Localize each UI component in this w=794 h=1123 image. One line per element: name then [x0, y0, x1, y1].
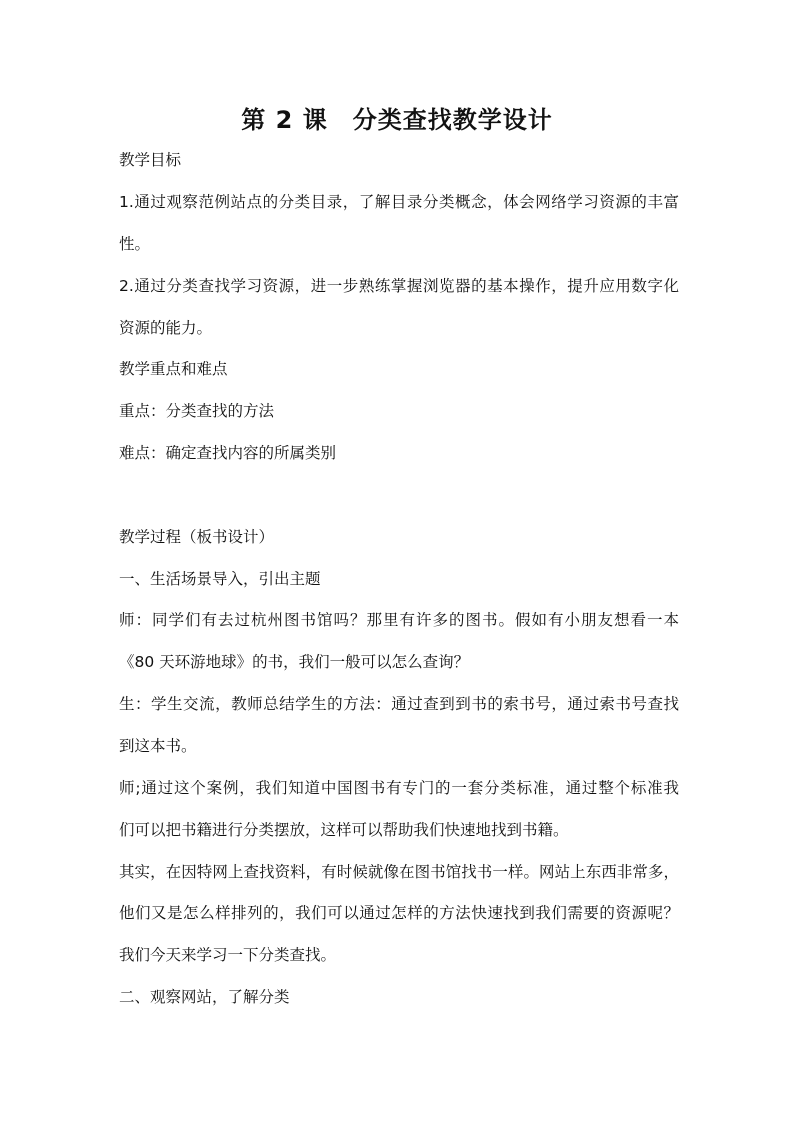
paragraph-line: 他们又是怎么样排列的，我们可以通过怎样的方法快速找到我们需要的资源呢？	[119, 904, 679, 922]
paragraph-line: 生：学生交流，教师总结学生的方法：通过查到到书的索书号，通过索书号查找	[119, 695, 679, 713]
paragraph-line: 2.通过分类查找学习资源，进一步熟练掌握浏览器的基本操作，提升应用数字化	[119, 277, 679, 295]
paragraph-line: 重点：分类查找的方法	[119, 402, 275, 420]
section-heading-teaching-goals: 教学目标	[119, 151, 182, 169]
section-heading-teaching-process: 教学过程（板书设计）	[119, 528, 275, 546]
paragraph-line: 师;通过这个案例，我们知道中国图书有专门的一套分类标准，通过整个标准我	[119, 779, 679, 797]
paragraph-line: 难点：确定查找内容的所属类别	[119, 444, 337, 462]
section-heading-key-points: 教学重点和难点	[119, 360, 228, 378]
document-title: 第 2 课 分类查找教学设计	[241, 106, 553, 134]
subsection-heading: 一、生活场景导入，引出主题	[119, 570, 321, 588]
paragraph-line: 到这本书。	[119, 737, 197, 755]
paragraph-line: 师：同学们有去过杭州图书馆吗？那里有许多的图书。假如有小朋友想看一本	[119, 611, 679, 629]
paragraph-line: 《80 天环游地球》的书，我们一般可以怎么查询？	[119, 653, 470, 671]
subsection-heading: 二、观察网站，了解分类	[119, 988, 290, 1006]
paragraph-line: 资源的能力。	[119, 319, 213, 337]
paragraph-line: 性。	[119, 235, 151, 253]
paragraph-line: 们可以把书籍进行分类摆放，这样可以帮助我们快速地找到书籍。	[119, 821, 569, 839]
paragraph-line: 其实，在因特网上查找资料，有时候就像在图书馆找书一样。网站上东西非常多，	[119, 863, 679, 881]
paragraph-line: 我们今天来学习一下分类查找。	[119, 946, 337, 964]
paragraph-line: 1.通过观察范例站点的分类目录，了解目录分类概念，体会网络学习资源的丰富	[119, 193, 679, 211]
